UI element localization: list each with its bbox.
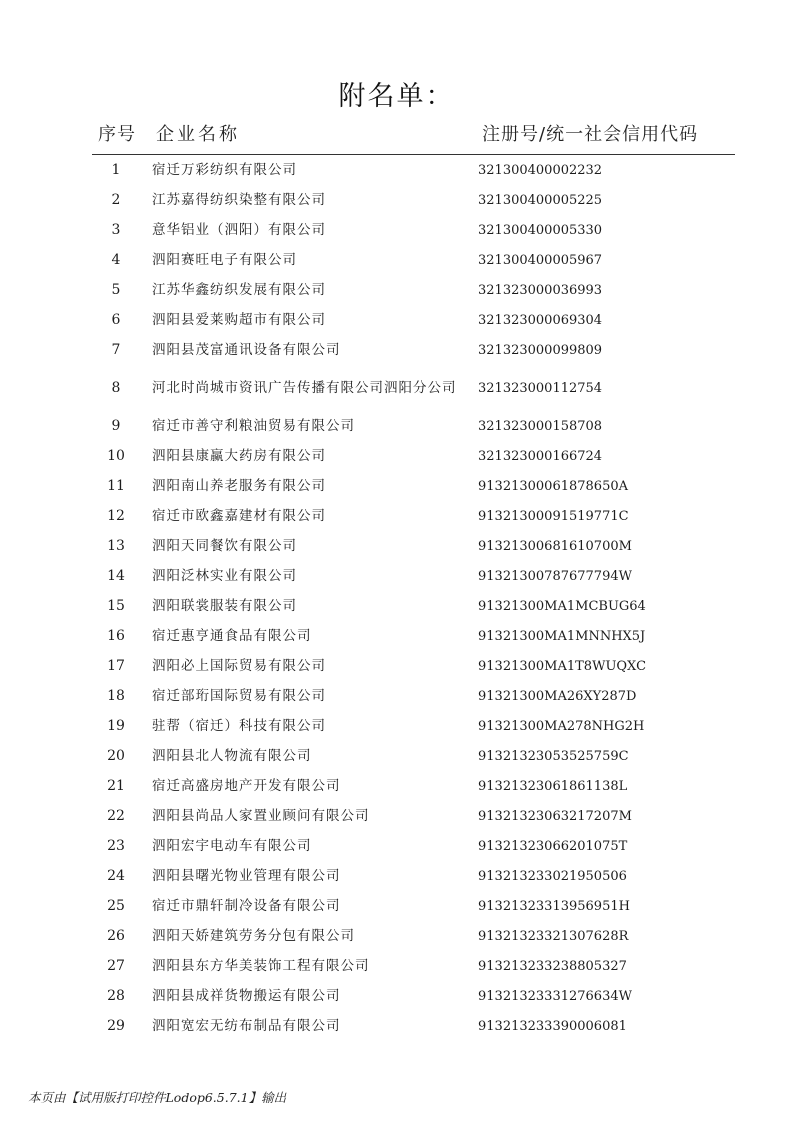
registration-code: 321300400005967 [478, 252, 603, 268]
row-seq: 25 [107, 898, 125, 914]
table-row [0, 155, 793, 185]
registration-code: 91321300MA1T8WUQXC [478, 658, 647, 674]
row-seq: 27 [107, 958, 125, 974]
company-name: 江苏嘉得纺织染整有限公司 [152, 191, 326, 208]
company-name: 泗阳赛旺电子有限公司 [152, 251, 297, 268]
row-seq: 1 [111, 162, 121, 178]
company-name: 宿迁惠亨通食品有限公司 [152, 627, 312, 644]
company-name: 泗阳天同餐饮有限公司 [152, 537, 297, 554]
company-name: 泗阳县尚品人家置业顾问有限公司 [152, 807, 370, 824]
row-seq: 20 [107, 748, 125, 764]
row-seq: 3 [111, 222, 121, 238]
registration-code: 91321323321307628R [478, 928, 629, 944]
company-table [0, 155, 793, 1041]
row-seq: 23 [107, 838, 125, 854]
row-seq: 7 [111, 342, 121, 358]
row-seq: 6 [111, 312, 121, 328]
registration-code: 91321300091519771C [478, 508, 629, 524]
registration-code: 321323000069304 [478, 312, 603, 328]
company-name: 意华铝业（泗阳）有限公司 [152, 221, 326, 238]
registration-code: 91321300681610700M [478, 538, 632, 554]
registration-code: 91321323063217207M [478, 808, 632, 824]
row-seq: 19 [107, 718, 125, 734]
table-row [0, 531, 793, 561]
row-seq: 13 [107, 538, 125, 554]
table-row [0, 771, 793, 801]
page-title: 附名单： [338, 81, 455, 112]
row-seq: 16 [107, 628, 125, 644]
row-seq: 29 [107, 1018, 125, 1034]
company-name: 泗阳宽宏无纺布制品有限公司 [152, 1017, 341, 1034]
table-row [0, 561, 793, 591]
company-name: 泗阳县北人物流有限公司 [152, 747, 312, 764]
company-name: 河北时尚城市资讯广告传播有限公司泗阳分公司 [152, 379, 457, 396]
registration-code: 321300400002232 [478, 162, 603, 178]
row-seq: 14 [107, 568, 125, 584]
registration-code: 91321300787677794W [478, 568, 632, 584]
row-seq: 26 [107, 928, 125, 944]
registration-code: 91321300061878650A [478, 478, 628, 494]
company-name: 泗阳县康赢大药房有限公司 [152, 447, 326, 464]
registration-code: 91321323313956951H [478, 898, 630, 914]
registration-code: 913213233238805327 [478, 958, 627, 974]
row-seq: 10 [107, 448, 125, 464]
row-seq: 22 [107, 808, 125, 824]
table-row [0, 441, 793, 471]
row-seq: 4 [111, 252, 121, 268]
registration-code: 91321300MA1MCBUG64 [478, 598, 646, 614]
table-row [0, 215, 793, 245]
table-row [0, 335, 793, 365]
row-seq: 5 [111, 282, 121, 298]
row-seq: 9 [111, 418, 121, 434]
company-name: 泗阳县茂富通讯设备有限公司 [152, 341, 341, 358]
registration-code: 321323000166724 [478, 448, 603, 464]
registration-code: 321323000036993 [478, 282, 603, 298]
company-name: 泗阳必上国际贸易有限公司 [152, 657, 326, 674]
column-header-seq: 序号 [98, 124, 136, 145]
registration-code: 91321300MA26XY287D [478, 688, 637, 704]
row-seq: 15 [107, 598, 125, 614]
table-row [0, 1011, 793, 1041]
row-seq: 24 [107, 868, 125, 884]
table-row [0, 981, 793, 1011]
table-row [0, 801, 793, 831]
table-row [0, 621, 793, 651]
company-name: 江苏华鑫纺织发展有限公司 [152, 281, 326, 298]
table-row [0, 411, 793, 441]
row-seq: 18 [107, 688, 125, 704]
table-row [0, 501, 793, 531]
company-name: 泗阳南山养老服务有限公司 [152, 477, 326, 494]
registration-code: 321300400005330 [478, 222, 603, 238]
table-row [0, 305, 793, 335]
row-seq: 11 [107, 478, 125, 494]
registration-code: 321323000112754 [478, 380, 603, 396]
company-name: 泗阳县曙光物业管理有限公司 [152, 867, 341, 884]
row-seq: 21 [107, 778, 125, 794]
table-row [0, 245, 793, 275]
table-row [0, 591, 793, 621]
column-header-code: 注册号/统一社会信用代码 [482, 124, 699, 145]
company-name: 宿迁市欧鑫嘉建材有限公司 [152, 507, 326, 524]
registration-code: 321300400005225 [478, 192, 603, 208]
row-seq: 12 [107, 508, 125, 524]
row-seq: 2 [111, 192, 121, 208]
company-name: 宿迁部珩国际贸易有限公司 [152, 687, 326, 704]
row-seq: 28 [107, 988, 125, 1004]
company-name: 驻帮（宿迁）科技有限公司 [152, 717, 326, 734]
company-name: 泗阳泛林实业有限公司 [152, 567, 297, 584]
row-seq: 8 [111, 380, 121, 396]
registration-code: 91321323061861138L [478, 778, 628, 794]
registration-code: 321323000099809 [478, 342, 603, 358]
registration-code: 91321323331276634W [478, 988, 632, 1004]
print-footer: 本页由【试用版打印控件Lodop6.5.7.1】输出 [28, 1090, 287, 1105]
registration-code: 91321300MA1MNNHX5J [478, 628, 646, 644]
registration-code: 321323000158708 [478, 418, 603, 434]
company-name: 泗阳县东方华美装饰工程有限公司 [152, 957, 370, 974]
table-row [0, 681, 793, 711]
table-row [0, 365, 793, 411]
column-header-name: 企业名称 [156, 124, 240, 145]
company-name: 宿迁市善守利粮油贸易有限公司 [152, 417, 355, 434]
registration-code: 91321323053525759C [478, 748, 629, 764]
company-name: 泗阳天娇建筑劳务分包有限公司 [152, 927, 355, 944]
company-name: 泗阳宏宇电动车有限公司 [152, 837, 312, 854]
company-name: 宿迁市鼎轩制冷设备有限公司 [152, 897, 341, 914]
table-row [0, 471, 793, 501]
row-seq: 17 [107, 658, 125, 674]
company-name: 泗阳联裳服装有限公司 [152, 597, 297, 614]
company-name: 宿迁万彩纺织有限公司 [152, 161, 297, 178]
table-row [0, 831, 793, 861]
registration-code: 913213233390006081 [478, 1018, 627, 1034]
table-row [0, 651, 793, 681]
table-row [0, 711, 793, 741]
table-row [0, 891, 793, 921]
table-row [0, 951, 793, 981]
table-row [0, 861, 793, 891]
table-row [0, 185, 793, 215]
registration-code: 913213233021950506 [478, 868, 627, 884]
table-row [0, 921, 793, 951]
registration-code: 91321323066201075T [478, 838, 628, 854]
registration-code: 91321300MA278NHG2H [478, 718, 645, 734]
company-name: 泗阳县成祥货物搬运有限公司 [152, 987, 341, 1004]
table-header [90, 116, 735, 152]
table-row [0, 741, 793, 771]
company-name: 泗阳县爱莱购超市有限公司 [152, 311, 326, 328]
company-name: 宿迁高盛房地产开发有限公司 [152, 777, 341, 794]
table-row [0, 275, 793, 305]
